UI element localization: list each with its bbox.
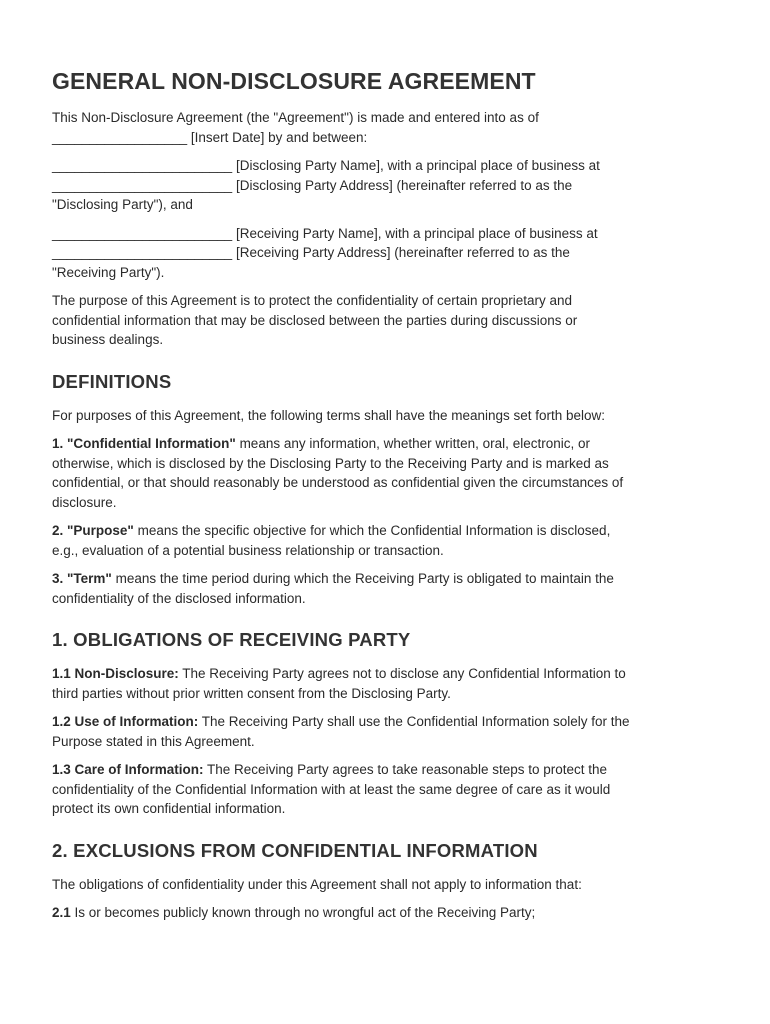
clause-text: The Receiving Party agrees to take reasonable steps to protect the bbox=[203, 762, 608, 777]
clause-term: 2.1 bbox=[52, 905, 71, 920]
section-2-heading: 2. EXCLUSIONS FROM CONFIDENTIAL INFORMATION bbox=[52, 839, 538, 861]
section-2-intro: The obligations of confidentiality under this Agreement shall not apply to information that: bbox=[52, 876, 582, 892]
definition-text: otherwise, which is disclosed by the Disclosing Party to the Receiving Party and is marked as bbox=[52, 455, 609, 471]
receiving-party-line: ________________________ [Receiving Party Name], with a principal place of business at bbox=[52, 225, 598, 241]
definition-text: means the specific objective for which the Confidential Information is disclosed, bbox=[133, 523, 611, 538]
clause-text: third parties without prior written consent from the Disclosing Party. bbox=[52, 685, 451, 701]
definition-text: disclosure. bbox=[52, 494, 117, 510]
definition-item bbox=[52, 434, 724, 512]
receiving-party-line: ________________________ [Receiving Party Address] (hereinafter referred to as the bbox=[52, 245, 570, 260]
definition-text: means any information, whether written, oral, electronic, or bbox=[235, 436, 590, 451]
definition-item bbox=[52, 569, 724, 608]
definition-item bbox=[52, 521, 724, 560]
clause-item bbox=[52, 903, 724, 923]
clause-text: The Receiving Party shall use the Confidential Information solely for the bbox=[198, 714, 630, 729]
purpose-line: business dealings. bbox=[52, 332, 164, 347]
section-spacer bbox=[52, 359, 724, 371]
intro-paragraph bbox=[52, 108, 724, 147]
clause-term: 1.1 Non-Disclosure: bbox=[52, 666, 179, 681]
clause-item bbox=[52, 664, 724, 703]
clause-item bbox=[52, 760, 724, 819]
disclosing-party-paragraph bbox=[52, 156, 724, 215]
clause-term: 1.2 Use of Information: bbox=[52, 714, 199, 729]
section-spacer bbox=[52, 617, 724, 629]
disclosing-party-line: ________________________ [Disclosing Party Address] (hereinafter referred to as the bbox=[52, 177, 573, 193]
clause-text: The Receiving Party agrees not to disclose any Confidential Information to bbox=[178, 666, 626, 681]
clause-text: Purpose stated in this Agreement. bbox=[52, 733, 255, 749]
receiving-party-line: "Receiving Party"). bbox=[52, 264, 165, 280]
definition-text: e.g., evaluation of a potential business relationship or transaction. bbox=[52, 542, 444, 558]
clause-term: 1.3 Care of Information: bbox=[52, 762, 204, 777]
definitions-heading: DEFINITIONS bbox=[52, 370, 172, 392]
clause-text: confidentiality of the Confidential Information with at least the same degree of care as it would bbox=[52, 781, 611, 797]
document-title: GENERAL NON-DISCLOSURE AGREEMENT bbox=[52, 68, 536, 94]
intro-line: This Non-Disclosure Agreement (the "Agreement") is made and entered into as of bbox=[52, 110, 539, 125]
definition-text: confidential, or that should reasonably be understood as confidential given the circumstances of bbox=[52, 475, 624, 490]
purpose-line: confidential information that may be disclosed between the parties during discussions or bbox=[52, 312, 578, 328]
receiving-party-paragraph bbox=[52, 224, 724, 283]
definition-term: 3. "Term" bbox=[52, 571, 112, 586]
clause-text: protect its own confidential information. bbox=[52, 801, 286, 816]
purpose-paragraph bbox=[52, 291, 724, 350]
definition-text: means the time period during which the Receiving Party is obligated to maintain the bbox=[111, 571, 614, 586]
definitions-intro: For purposes of this Agreement, the following terms shall have the meanings set forth below: bbox=[52, 407, 606, 423]
section-1-heading: 1. OBLIGATIONS OF RECEIVING PARTY bbox=[52, 629, 411, 650]
clause-item bbox=[52, 712, 724, 751]
clause-text: Is or becomes publicly known through no wrongful act of the Receiving Party; bbox=[70, 905, 536, 920]
purpose-line: The purpose of this Agreement is to protect the confidentiality of certain proprietary and bbox=[52, 293, 573, 308]
intro-line: __________________ [Insert Date] by and between: bbox=[52, 129, 368, 145]
disclosing-party-line: "Disclosing Party"), and bbox=[52, 197, 193, 212]
definition-text: confidentiality of the disclosed information. bbox=[52, 590, 306, 606]
section-spacer bbox=[52, 828, 724, 840]
disclosing-party-line: ________________________ [Disclosing Party Name], with a principal place of business at bbox=[52, 158, 600, 173]
definition-term: 2. "Purpose" bbox=[52, 523, 134, 538]
definition-term: 1. "Confidential Information" bbox=[52, 436, 236, 451]
document-page bbox=[52, 68, 724, 932]
